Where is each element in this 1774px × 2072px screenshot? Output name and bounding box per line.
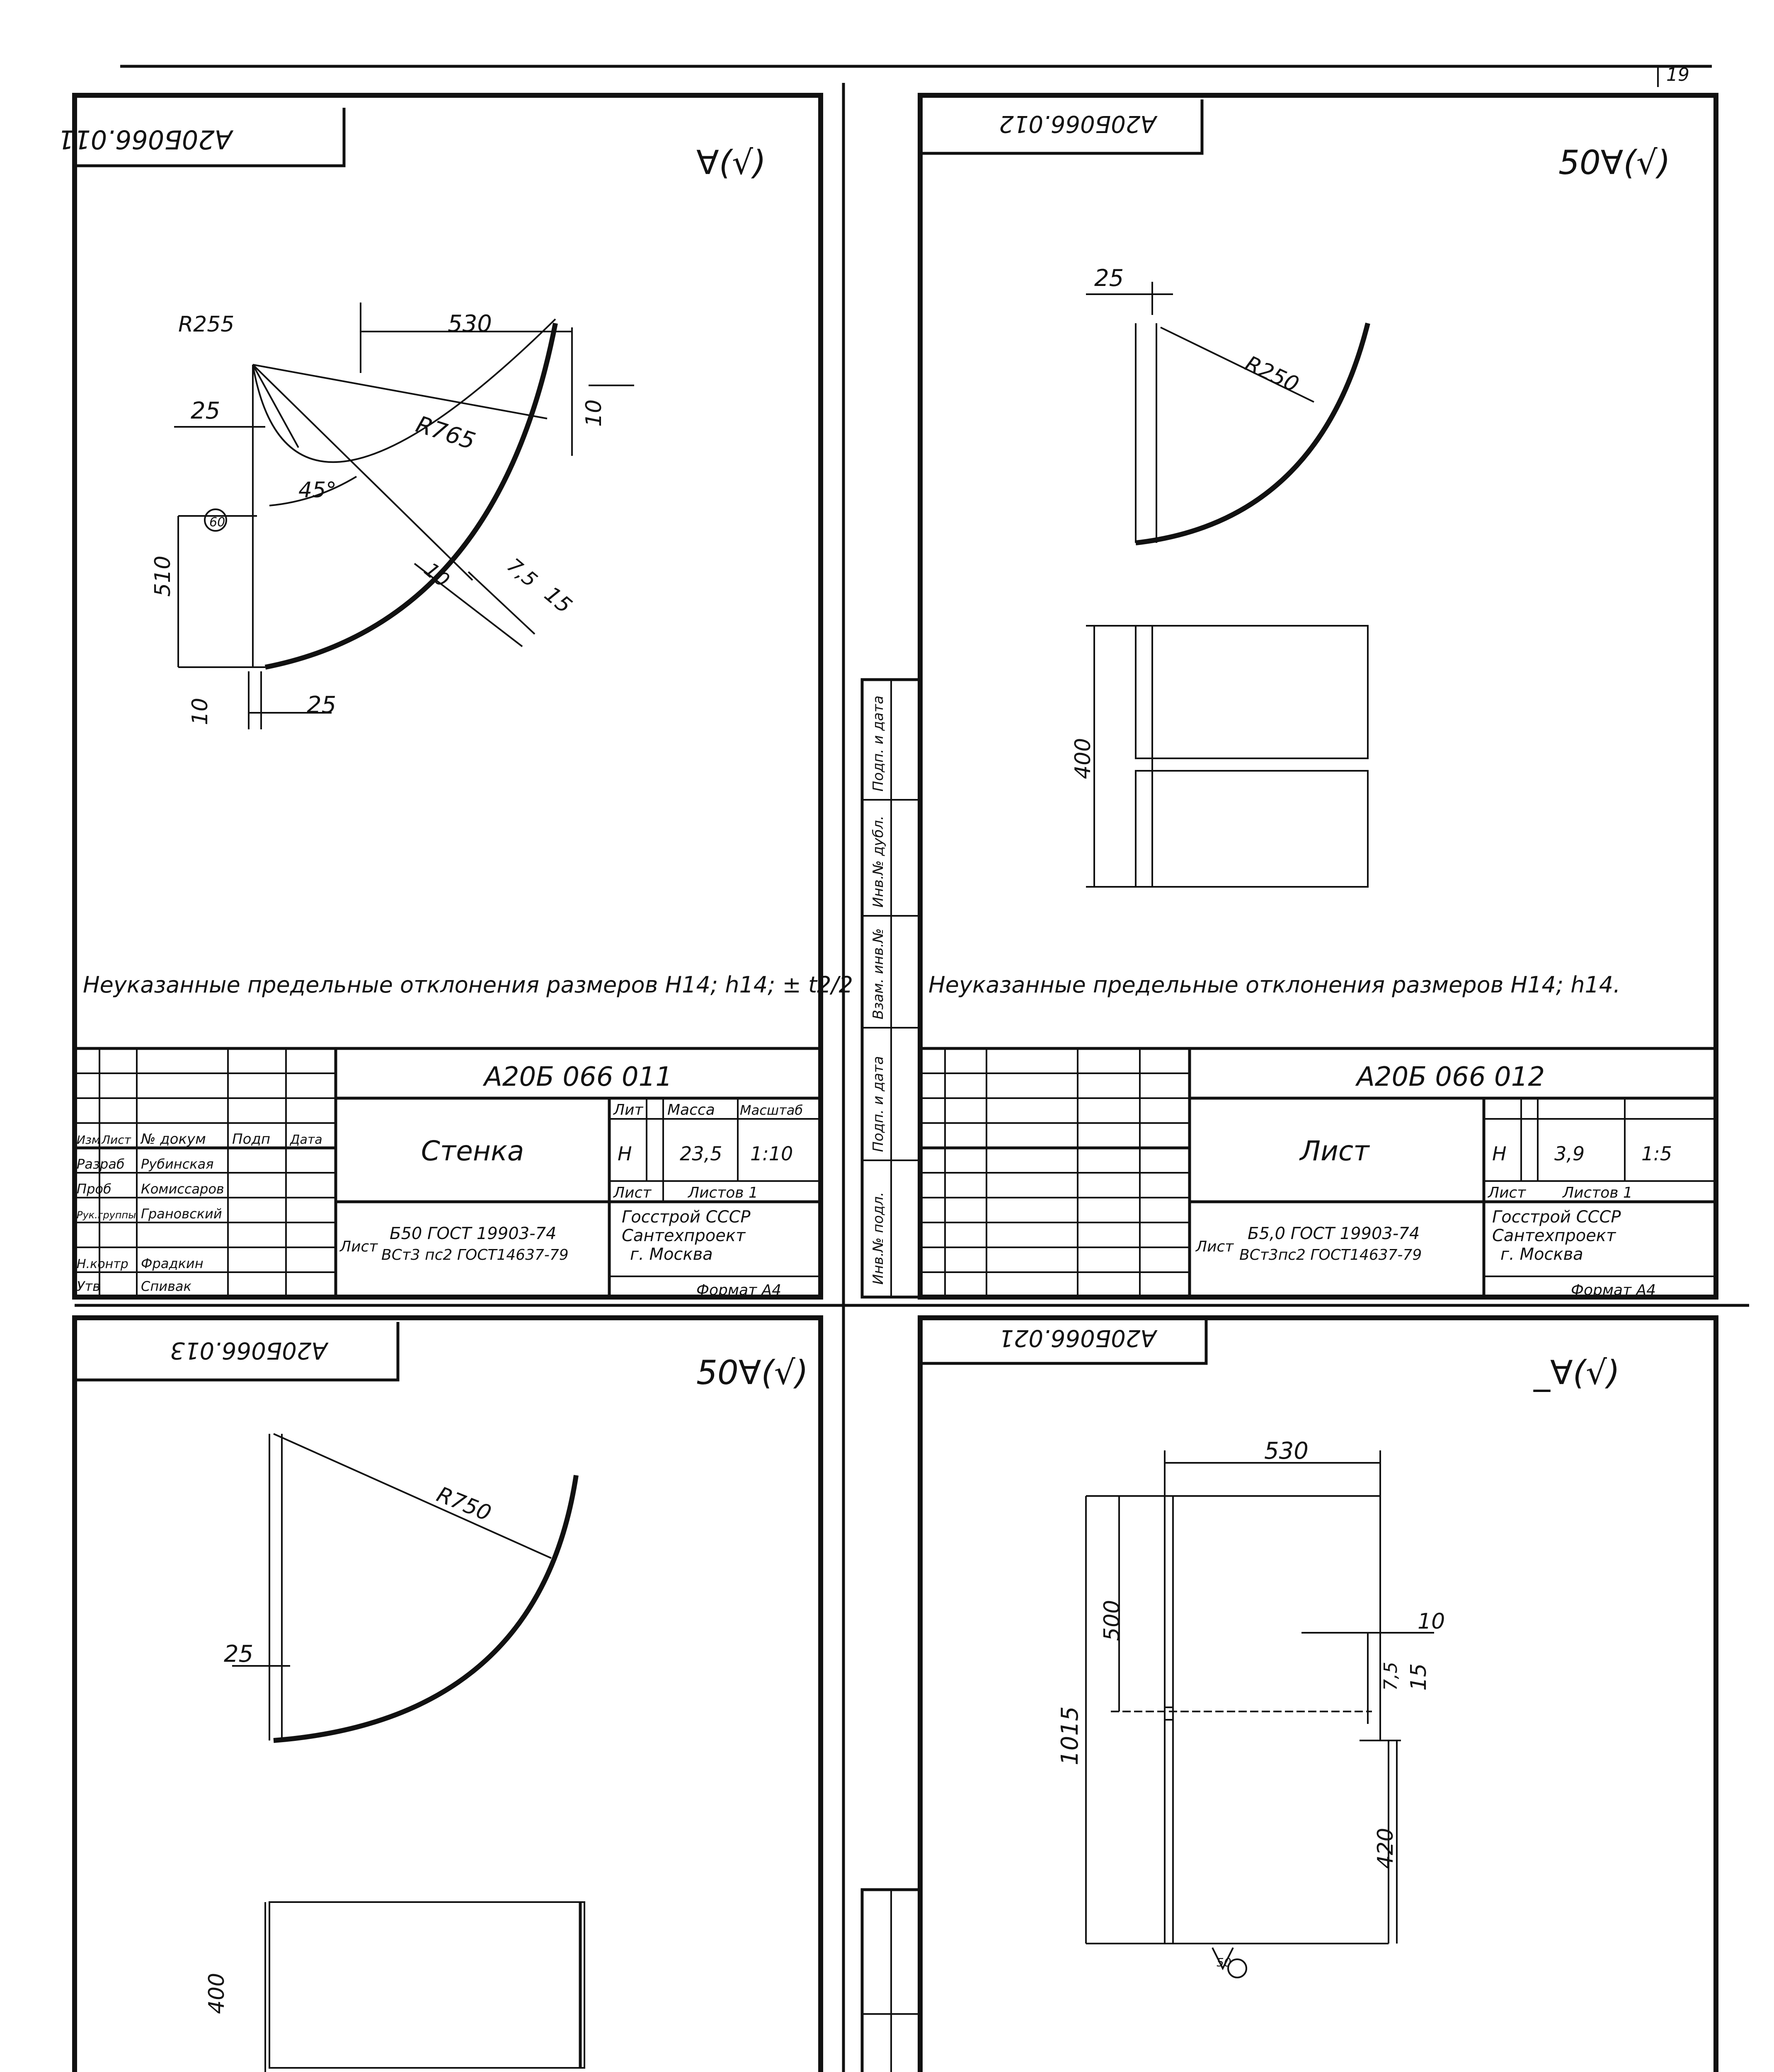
sheet-011-inner-arc [253, 319, 555, 462]
sheet-021 [862, 1318, 1716, 2072]
sheet-012-code: А20Б 066 012 [1356, 1062, 1545, 1092]
sheet-021-10: 10 [1418, 1609, 1445, 1634]
sheet-011-25b: 25 [307, 692, 337, 719]
sheet-011-r765-line [253, 365, 547, 419]
sheet-011-col-lit: Лит [613, 1101, 643, 1118]
sheet-021-part-rect [1165, 1707, 1173, 1720]
sheet-011-lit: Н [618, 1143, 632, 1165]
sheet-021-420: 420 [1373, 1828, 1398, 1869]
stamp-list: Лист [102, 1133, 131, 1147]
sheet-011-part [174, 303, 634, 729]
sheet-012-roughness: 50∀(√) [1558, 143, 1670, 182]
sheet-011-col-mass: Масса [667, 1101, 715, 1118]
sheet-013-roughness: 50∀(√) [696, 1353, 808, 1392]
sheet-011-code: А20Б 066 011 [484, 1062, 673, 1092]
sheet-013-part-rect [269, 1902, 584, 2068]
sheet-013-25: 25 [224, 1641, 254, 1668]
sheet-012-title: Лист [1300, 1135, 1369, 1167]
sheet-013-code-mirrored: А20Б066.013 [170, 1337, 327, 1364]
sheet-012-material-prefix: Лист [1196, 1238, 1234, 1255]
stamp-data: Дата [290, 1133, 322, 1147]
sheet-011-mass: 23,5 [680, 1143, 722, 1165]
stamp-name-2: Комиссаров [141, 1181, 224, 1197]
sheet-012-mass: 3,9 [1554, 1143, 1585, 1165]
sheet-011-75: 7,5 [502, 554, 542, 592]
side-label-2: Подп. и дата [870, 1056, 887, 1152]
sheet-012-org-3: г. Москва [1500, 1245, 1583, 1264]
stamp-podp: Подп [232, 1131, 271, 1147]
sheet-021-15: 15 [1406, 1663, 1431, 1691]
sheet-012-material-2: ВСт3пс2 ГОСТ14637-79 [1239, 1247, 1422, 1264]
sheet-011-sheet: Лист [613, 1184, 652, 1201]
sheet-011-col-scale: Масштаб [740, 1102, 803, 1118]
sheet-011-510: 510 [150, 555, 175, 597]
sheet-013-frame [75, 1318, 821, 2072]
sheet-011-weld: 60 [209, 515, 225, 530]
sheet-012-org-2: Сантехпроект [1492, 1226, 1616, 1245]
sheet-011-15: 15 [539, 581, 577, 619]
stamp-name-3: Грановский [141, 1206, 222, 1222]
sheet-012-part [1086, 282, 1368, 887]
sheet-013-400: 400 [204, 1973, 229, 2014]
stamp-name-5: Фрадкин [141, 1256, 204, 1271]
sheet-011-530: 530 [448, 310, 492, 337]
sheet-011-roughness: ∀(√) [696, 143, 766, 182]
sheet-011-r255: R255 [178, 312, 235, 337]
sheet-012-400: 400 [1071, 738, 1095, 779]
sheet-012-note: Неуказанные предельные отклонения размеров Н14; h14. [928, 972, 1621, 998]
stamp-role-1: Разраб [77, 1156, 125, 1172]
side-label-5: Подп. и дата [870, 695, 887, 792]
sheet-011-note: Неуказанные предельные отклонения размеров Н14; h14; ± t2/2 [83, 972, 853, 998]
side-label-1: Инв.№ подл. [870, 1192, 887, 1285]
sheet-011-org-1: Госстрой СССР [622, 1208, 751, 1227]
sheet-011-org-3: г. Москва [630, 1245, 713, 1264]
sheet-011-10left: 10 [188, 697, 213, 725]
stamp-role-5: Н.контр [77, 1257, 128, 1271]
sheet-013 [75, 1318, 821, 2072]
stamp-name-6: Спивак [141, 1278, 191, 1294]
sheet-011-code-mirrored: А20Б066.011 [58, 124, 233, 155]
sheet-011-sheets-total: Листов 1 [688, 1184, 758, 1201]
side-label-3: Взам. инв.№ [870, 928, 887, 1019]
sheet-013-part-line [274, 1434, 551, 1558]
sheet-021-500: 500 [1100, 1600, 1125, 1641]
side-label-4: Инв.№ дубл. [870, 816, 887, 908]
sheet-012-part-rect [1136, 626, 1368, 758]
stamp-name-1: Рубинская [141, 1156, 214, 1172]
sheet-011-10top: 10 [582, 399, 606, 427]
sheet-013-part [232, 1434, 584, 2072]
sheet-011-material-prefix: Лист [340, 1238, 378, 1255]
sheet-021-530: 530 [1264, 1438, 1309, 1464]
sheet-012-material-1: Б5,0 ГОСТ 19903-74 [1248, 1224, 1420, 1243]
sheet-013-r750: R750 [433, 1482, 495, 1526]
sheet-011-25a: 25 [191, 397, 221, 424]
sheet-011-scale: 1:10 [750, 1143, 793, 1165]
sheet-012-org-1: Госстрой СССР [1492, 1208, 1621, 1227]
sheet-021-weld: 50 [1217, 1956, 1231, 1969]
sheet-012-25: 25 [1094, 265, 1124, 292]
sheet-011-material-2: ВСт3 пс2 ГОСТ14637-79 [381, 1247, 569, 1264]
sheet-012 [862, 95, 1716, 1299]
sheet-012-frame [920, 95, 1716, 1297]
sheet-011 [58, 95, 853, 1299]
sheet-011-r765: R765 [412, 411, 479, 455]
sheet-021-frame [920, 1318, 1716, 2072]
page-number: 19 [1666, 64, 1689, 85]
sheet-012-part-rect [1136, 771, 1368, 887]
sheet-021-part [1086, 1450, 1434, 1978]
sheet-011-org-2: Сантехпроект [622, 1226, 746, 1245]
sheet-011-r255-line [253, 365, 298, 448]
stamp-doc: № докум [141, 1131, 206, 1147]
sheet-021-roughness: _∀(√) [1534, 1353, 1620, 1392]
sheet-012-code-mirrored: А20Б066.012 [999, 110, 1156, 137]
stamp-role-6: Утв [77, 1278, 100, 1294]
sheet-021-code-mirrored: А20Б066.021 [999, 1324, 1156, 1351]
sheet-011-material-1: Б50 ГОСТ 19903-74 [390, 1224, 557, 1243]
sheet-011-title: Стенка [421, 1135, 524, 1167]
sheet-011-10mid: 10 [419, 558, 454, 592]
sheet-012-sheet: Лист [1488, 1184, 1526, 1201]
stamp-role-3: Рук.группы [77, 1209, 136, 1221]
stamp-role-2: Проб [77, 1181, 111, 1197]
sheet-012-lit: Н [1492, 1143, 1507, 1165]
sheet-013-part-arc [274, 1475, 576, 1740]
sheet-011-45-line [253, 365, 473, 580]
sheet-011-angle: 45° [298, 478, 337, 503]
sheet-012-format: Формат А4 [1571, 1282, 1656, 1299]
sheet-021-1015: 1015 [1057, 1706, 1083, 1765]
stamp-izm: Изм [77, 1133, 100, 1147]
sheet-021-75: 7,5 [1380, 1662, 1401, 1691]
sheet-012-sheets-total: Листов 1 [1563, 1184, 1633, 1201]
sheet-012-scale: 1:5 [1641, 1143, 1672, 1165]
sheet-011-format: Формат А4 [696, 1282, 782, 1299]
sheet-012-r250: R250 [1241, 351, 1303, 398]
